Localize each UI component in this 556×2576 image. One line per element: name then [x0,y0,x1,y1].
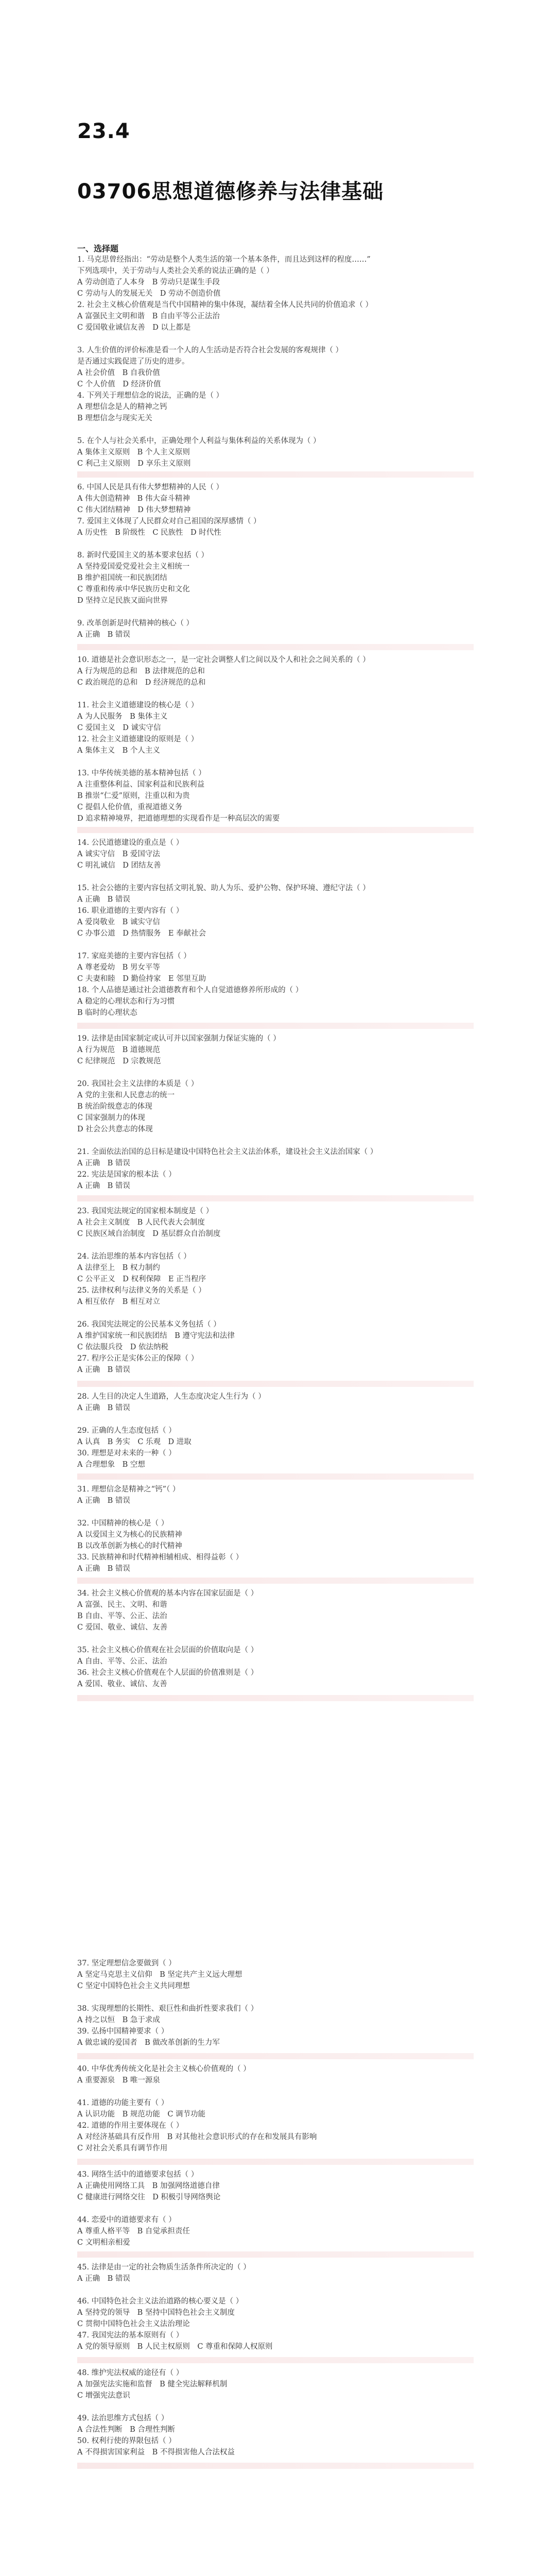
text-line: C 爱国、敬业、诚信、友善 [77,1623,168,1632]
document-dateline: 23.4 [77,120,130,143]
text-line: A 社会主义制度 B 人民代表大会制度 [77,1218,205,1227]
text-line: 41. 道德的功能主要有（ ） [77,2099,169,2107]
text-line: C 增强宪法意识 [77,2392,130,2400]
text-line: 15. 社会公德的主要内容包括文明礼貌、助人为乐、爱护公物、保护环境、遵纪守法（ ） [77,884,370,892]
text-line: C 依法服兵役 D 依法纳税 [77,1343,168,1351]
faded-text-line [77,2159,474,2165]
faded-text-line [77,2053,474,2059]
text-line: C 尊重和传承中华民族历史和文化 [77,585,190,594]
text-line: C 夫妻和睦 D 勤俭持家 E 邻里互助 [77,975,206,983]
text-line: A 社会价值 B 自我价值 [77,369,160,377]
faded-text-line [77,1381,474,1387]
text-line: A 党的领导原则 B 人民主权原则 C 尊重和保障人权原则 [77,2343,273,2351]
text-line: 45. 法律是由一定的社会物质生活条件所决定的（ ） [77,2263,251,2272]
text-line: A 尊老爱幼 B 男女平等 [77,963,160,972]
text-line: 27. 程序公正是实体公正的保障（ ） [77,1354,199,1363]
text-line: A 正确 B 错误 [77,1159,130,1167]
text-line: B 临时的心理状态 [77,1009,137,1017]
text-line: A 正确 B 错误 [77,631,130,639]
text-line: A 正确 B 错误 [77,1497,130,1505]
text-line: 22. 宪法是国家的根本法（ ） [77,1171,176,1179]
text-line: A 坚定马克思主义信仰 B 坚定共产主义远大理想 [77,1971,242,1979]
text-line: A 坚持党的领导 B 坚持中国特色社会主义制度 [77,2309,235,2317]
text-line: 18. 个人品德是通过社会道德教育和个人自觉道德修养所形成的（ ） [77,986,303,994]
text-line: 10. 道德是社会意识形态之一，是一定社会调整人们之间以及个人和社会之间关系的（ ） [77,656,370,664]
text-line: 11. 社会主义道德建设的核心是（ ） [77,701,199,709]
text-line: B 理想信念与现实无关 [77,414,152,422]
text-line: A 正确 B 错误 [77,2275,130,2283]
text-line: A 历史性 B 阶级性 C 民族性 D 时代性 [77,529,221,537]
text-line: A 理想信念是人的精神之钙 [77,403,167,411]
text-line: 43. 网络生活中的道德要求包括（ ） [77,2171,199,2179]
text-line: A 富强民主文明和谐 B 自由平等公正法治 [77,312,220,320]
text-line: A 做忠诚的爱国者 B 做改革创新的生力军 [77,2039,220,2047]
text-line: 35. 社会主义核心价值观在社会层面的价值取向是（ ） [77,1646,258,1654]
text-line: 42. 道德的作用主要体现在（ ） [77,2122,184,2130]
text-line: A 为人民服务 B 集体主义 [77,713,168,721]
faded-text-line [77,2357,474,2363]
text-line: 28. 人生目的决定人生道路，人生态度决定人生行为（ ） [77,1393,266,1401]
text-line: C 利己主义原则 D 享乐主义原则 [77,460,191,468]
text-line: A 行为规范的总和 B 法律规范的总和 [77,667,205,675]
text-line: A 劳动创造了人本身 B 劳动只是谋生手段 [77,278,220,286]
text-line: 19. 法律是由国家制定或认可并以国家强制力保证实施的（ ） [77,1035,281,1043]
text-line: 17. 家庭美德的主要内容包括（ ） [77,952,191,960]
text-line: C 民族区域自治制度 D 基层群众自治制度 [77,1230,221,1238]
faded-text-line [77,2463,474,2469]
text-line: A 爱国、敬业、诚信、友善 [77,1680,167,1688]
faded-text-line [77,471,474,478]
text-line: 32. 中国精神的核心是（ ） [77,1519,169,1528]
text-line: 2. 社会主义核心价值观是当代中国精神的集中体现，凝结着全体人民共同的价值追求（ ） [77,301,373,309]
text-line: A 爱岗敬业 B 诚实守信 [77,918,160,926]
text-line: C 劳动与人的发展无关 D 劳动不创造价值 [77,290,221,298]
text-line: 20. 我国社会主义法律的本质是（ ） [77,1080,199,1088]
text-line: 29. 正确的人生态度包括（ ） [77,1427,176,1435]
text-line: 47. 我国宪法的基本原则有（ ） [77,2331,184,2340]
text-line: C 个人价值 D 经济价值 [77,380,161,388]
text-line: 37. 坚定理想信念要做到（ ） [77,1959,176,1968]
text-line: 31. 理想信念是精神之“钙”（ ） [77,1485,180,1494]
text-line: D 坚持立足民族又面向世界 [77,597,168,605]
text-line: C 提倡人伦价值，重视道德义务 [77,803,183,811]
text-line: B 自由、平等、公正、法治 [77,1612,167,1620]
text-line: 46. 中国特色社会主义法治道路的核心要义是（ ） [77,2297,244,2306]
text-line: A 党的主张和人民意志的统一 [77,1091,175,1099]
text-line: 49. 法治思维方式包括（ ） [77,2414,169,2422]
section-heading: 一、选择题 [77,244,119,253]
text-line: A 富强、民主、文明、和谐 [77,1601,167,1609]
text-line: 44. 恋爱中的道德要求有（ ） [77,2216,176,2224]
text-line: C 伟大团结精神 D 伟大梦想精神 [77,506,191,514]
text-line: 1. 马克思曾经指出：“劳动是整个人类生活的第一个基本条件，而且达到这样的程度……” [77,256,371,264]
text-line: 16. 职业道德的主要内容有（ ） [77,907,184,915]
text-line: 14. 公民道德建设的重点是（ ） [77,839,184,847]
faded-text-line [77,1695,474,1701]
text-line: C 办事公道 D 热情服务 E 奉献社会 [77,929,206,938]
text-line: 26. 我国宪法规定的公民基本义务包括（ ） [77,1320,221,1329]
text-line: D 社会公共意志的体现 [77,1125,153,1133]
text-line: 33. 民族精神和时代精神相辅相成、相得益彰（ ） [77,1553,244,1562]
text-line: D 追求精神境界，把道德理想的实现看作是一种高层次的需要 [77,815,280,823]
text-line: 是否通过实践促进了历史的进步。 [77,358,189,366]
text-line: A 正确 B 错误 [77,895,130,904]
text-line: B 统治阶级意志的体现 [77,1103,152,1111]
text-line: C 坚定中国特色社会主义共同理想 [77,1982,190,1990]
text-line: A 认识功能 B 规范功能 C 调节功能 [77,2110,206,2119]
text-line: A 伟大创造精神 B 伟大奋斗精神 [77,495,190,503]
text-line: 21. 全面依法治国的总目标是建设中国特色社会主义法治体系，建设社会主义法治国家（ ） [77,1148,378,1156]
text-line: 23. 我国宪法规定的国家根本制度是（ ） [77,1207,214,1215]
text-line: A 诚实守信 B 爱国守法 [77,850,160,858]
text-line: A 不得损害国家利益 B 不得损害他人合法权益 [77,2448,235,2456]
text-line: 25. 法律权利与法律义务的关系是（ ） [77,1286,206,1295]
text-line: C 文明相亲相爱 [77,2239,130,2247]
text-line: 9. 改革创新是时代精神的核心（ ） [77,619,194,628]
text-line: 50. 权利行使的界限包括（ ） [77,2437,176,2445]
text-line: C 国家强制力的体现 [77,1114,145,1122]
text-line: A 法律至上 B 权力制约 [77,1264,160,1272]
text-line: 39. 弘扬中国精神要求（ ） [77,2027,169,2036]
text-line: C 纪律规范 D 宗教规范 [77,1057,161,1065]
text-line: A 行为规范 B 道德规范 [77,1046,160,1054]
text-line: 13. 中华传统美德的基本精神包括（ ） [77,769,206,777]
text-line: A 稳定的心理状态和行为习惯 [77,997,175,1006]
text-line: 5. 在个人与社会关系中，正确处理个人利益与集体利益的关系体现为（ ） [77,437,321,445]
text-line: A 相互依存 B 相互对立 [77,1298,160,1306]
text-line: C 贯彻中国特色社会主义法治理论 [77,2320,190,2328]
text-line: A 合法性判断 B 合理性判断 [77,2426,175,2434]
faded-text-line [77,2251,474,2258]
text-line: 30. 理想是对未来的一种（ ） [77,1449,176,1458]
text-line: C 对社会关系具有调节作用 [77,2144,168,2153]
text-line: 36. 社会主义核心价值观在个人层面的价值准则是（ ） [77,1669,258,1677]
text-line: A 正确使用网络工具 B 加强网络道德自律 [77,2182,220,2190]
text-line: B 推崇“仁爱”原则，注重以和为贵 [77,792,190,800]
text-line: A 集体主义 B 个人主义 [77,747,160,755]
text-line: 40. 中华优秀传统文化是社会主义核心价值观的（ ） [77,2065,251,2073]
text-line: 下列选项中，关于劳动与人类社会关系的说法正确的是（ ） [77,267,274,275]
text-line: A 坚持爱国爱党爱社会主义相统一 [77,563,190,571]
faded-text-line [77,1023,474,1029]
text-line: C 健康进行网络交往 D 积极引导网络舆论 [77,2193,221,2201]
text-line: A 对经济基础具有反作用 B 对其他社会意识形式的存在和发展具有影响 [77,2133,317,2141]
text-line: C 明礼诚信 D 团结友善 [77,861,161,870]
text-line: C 公平正义 D 权利保障 E 正当程序 [77,1275,206,1283]
text-line: A 集体主义原则 B 个人主义原则 [77,448,190,456]
text-line: A 持之以恒 B 急于求成 [77,2016,160,2024]
text-line: B 维护祖国统一和民族团结 [77,574,167,582]
faded-text-line [77,1195,474,1201]
text-line: A 加强宪法实施和监督 B 健全宪法解释机制 [77,2380,228,2388]
text-line: A 以爱国主义为核心的民族精神 [77,1531,182,1539]
document-title: 03706思想道德修养与法律基础 [77,180,384,204]
text-line: 12. 社会主义道德建设的原则是（ ） [77,735,199,743]
text-line: B 以改革创新为核心的时代精神 [77,1542,182,1550]
text-line: 38. 实现理想的长期性、艰巨性和曲折性要求我们（ ） [77,2005,258,2013]
text-line: C 爱国主义 D 诚实守信 [77,724,161,732]
text-line: A 合理想象 B 空想 [77,1461,145,1469]
text-line: C 政治规范的总和 D 经济规范的总和 [77,679,206,687]
text-line: 48. 维护宪法权威的途径有（ ） [77,2369,184,2377]
text-line: 24. 法治思维的基本内容包括（ ） [77,1252,191,1261]
text-line: A 维护国家统一和民族团结 B 遵守宪法和法律 [77,1332,235,1340]
text-line: 34. 社会主义核心价值观的基本内容在国家层面是（ ） [77,1589,258,1598]
text-line: A 尊重人格平等 B 自觉承担责任 [77,2227,190,2235]
text-line: C 爱国敬业诚信友善 D 以上都是 [77,324,191,332]
text-line: 3. 人生价值的评价标准是看一个人的人生活动是否符合社会发展的客观规律（ ） [77,346,343,354]
text-line: A 正确 B 错误 [77,1366,130,1374]
text-line: A 注重整体利益、国家利益和民族利益 [77,781,205,789]
text-line: A 重要源泉 B 唯一源泉 [77,2076,160,2084]
faded-text-line [77,1473,474,1480]
text-line: A 正确 B 错误 [77,1565,130,1573]
text-line: A 自由、平等、公正、法治 [77,1657,167,1666]
text-line: 7. 爱国主义体现了人民群众对自己祖国的深厚感情（ ） [77,517,261,526]
text-line: A 认真 B 务实 C 乐观 D 进取 [77,1438,192,1446]
text-line: 6. 中国人民是具有伟大梦想精神的人民（ ） [77,483,224,492]
faded-text-line [77,827,474,833]
faded-text-line [77,1578,474,1584]
text-line: A 正确 B 错误 [77,1404,130,1412]
text-line: 8. 新时代爱国主义的基本要求包括（ ） [77,551,209,560]
text-line: 4. 下列关于理想信念的说法，正确的是（ ） [77,392,224,400]
text-line: A 正确 B 错误 [77,1182,130,1190]
faded-text-line [77,644,474,650]
